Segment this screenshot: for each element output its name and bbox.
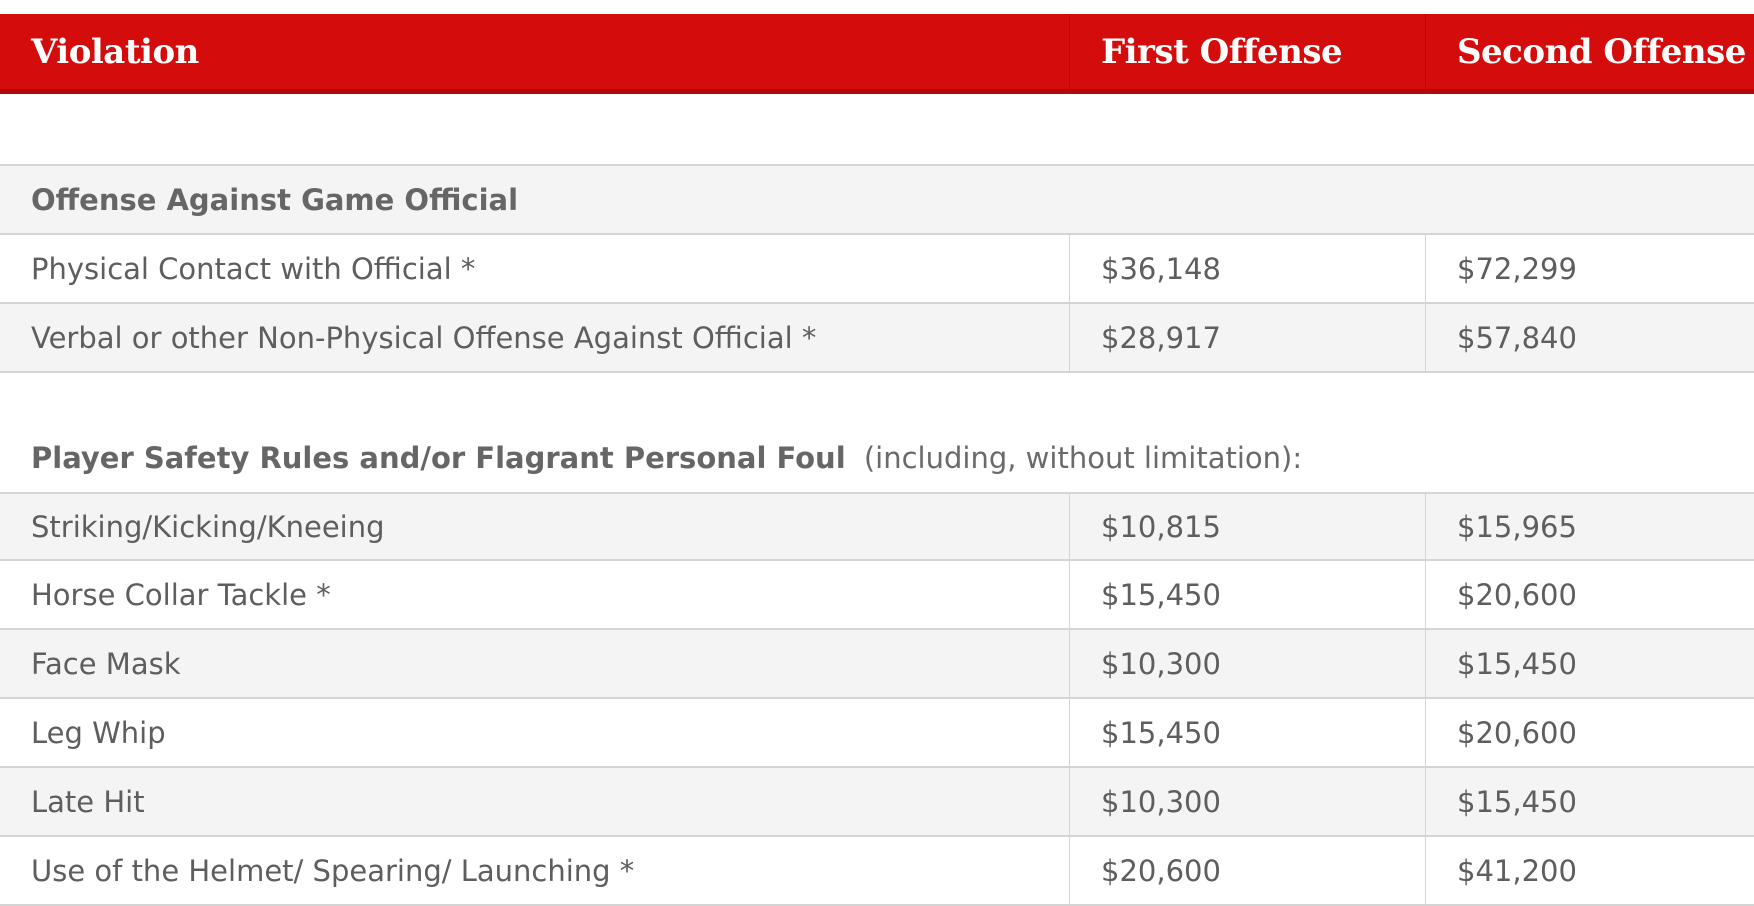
violation-cell: Late Hit bbox=[31, 784, 145, 819]
header-second-offense[interactable]: Second Offense bbox=[1425, 14, 1754, 89]
header-first-offense[interactable]: First Offense bbox=[1069, 14, 1425, 89]
first-offense-cell: $28,917 bbox=[1069, 304, 1425, 371]
second-offense-cell: $15,965 bbox=[1425, 494, 1754, 559]
first-offense-cell: $10,300 bbox=[1069, 768, 1425, 835]
second-offense-cell: $20,600 bbox=[1425, 699, 1754, 766]
section-title: Offense Against Game Official bbox=[31, 182, 519, 217]
violation-cell: Striking/Kicking/Kneeing bbox=[31, 509, 385, 544]
violation-cell: Leg Whip bbox=[31, 715, 166, 750]
second-offense-cell: $15,450 bbox=[1425, 630, 1754, 697]
header-violation[interactable]: Violation bbox=[31, 31, 199, 72]
section-title-wrap bbox=[0, 441, 1754, 475]
header-spacer bbox=[0, 94, 1754, 164]
table-header bbox=[0, 14, 1754, 94]
table-row bbox=[0, 699, 1754, 768]
violation-cell: Horse Collar Tackle * bbox=[31, 577, 331, 612]
table-row bbox=[0, 561, 1754, 630]
first-offense-cell: $15,450 bbox=[1069, 561, 1425, 628]
section-header-game-official bbox=[0, 164, 1754, 235]
section-title-suffix: (including, without limitation): bbox=[863, 441, 1303, 475]
first-offense-cell: $15,450 bbox=[1069, 699, 1425, 766]
first-offense-cell: $36,148 bbox=[1069, 235, 1425, 302]
second-offense-cell: $41,200 bbox=[1425, 837, 1754, 904]
section-title: Player Safety Rules and/or Flagrant Personal Foul bbox=[31, 441, 846, 475]
first-offense-cell: $10,300 bbox=[1069, 630, 1425, 697]
first-offense-cell: $10,815 bbox=[1069, 494, 1425, 559]
table-row bbox=[0, 837, 1754, 906]
violation-cell: Face Mask bbox=[31, 646, 181, 681]
table-row bbox=[0, 304, 1754, 373]
violation-cell: Physical Contact with Official * bbox=[31, 251, 476, 286]
table-row bbox=[0, 235, 1754, 304]
table-row bbox=[0, 492, 1754, 561]
fines-table bbox=[0, 14, 1754, 906]
second-offense-cell: $15,450 bbox=[1425, 768, 1754, 835]
second-offense-cell: $20,600 bbox=[1425, 561, 1754, 628]
table-row bbox=[0, 630, 1754, 699]
second-offense-cell: $72,299 bbox=[1425, 235, 1754, 302]
first-offense-cell: $20,600 bbox=[1069, 837, 1425, 904]
section-header-player-safety bbox=[0, 424, 1754, 492]
second-offense-cell: $57,840 bbox=[1425, 304, 1754, 371]
violation-cell: Verbal or other Non-Physical Offense Against Official * bbox=[31, 320, 817, 355]
violation-cell: Use of the Helmet/ Spearing/ Launching * bbox=[31, 853, 635, 888]
table-row bbox=[0, 768, 1754, 837]
